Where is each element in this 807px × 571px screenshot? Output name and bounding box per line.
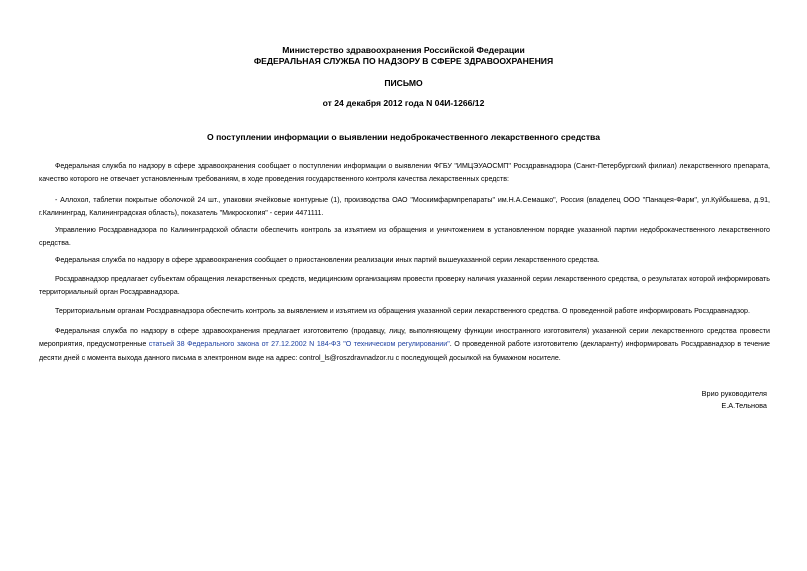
body-paragraph-5: Росздравнадзор предлагает субъектам обращения лекарственных средств, медицинским организациям провести проверку наличия указанной серии лекарственного средства, о результатах которой информировать территориальный орган Росздравнадзора. <box>39 275 770 297</box>
document-subject: О поступлении информации о выявлении недоброкачественного лекарственного средства <box>207 132 600 142</box>
document-date-number: от 24 декабря 2012 года N 04И-1266/12 <box>322 98 485 108</box>
paragraph-7-text-start: Федеральная служба по надзору в сфере здравоохранения предлагает изготовителю (продавцу, лицу, выполняющему функции иностранного изготовителя) указанной серии лекарственного средства провести мероприятия, предусмотренные <box>39 327 770 349</box>
body-paragraph-7 <box>39 325 770 365</box>
body-paragraph-1: Федеральная служба по надзору в сфере здравоохранения сообщает о поступлении информации о выявлении ФГБУ "ИМЦЭУАОСМП" Росздравнадзора (Санкт-Петербургский филиал) лекарственного препарата, качество которого не отвечает установленным требованиям, в ходе проведения государственного контроля качества лекарственных средств: <box>39 162 770 184</box>
body-paragraph-3: Управлению Росздравнадзора по Калининградской области обеспечить контроль за изъятием из обращения и уничтожением в установленном порядке указанной партии недоброкачественного лекарственного средства. <box>39 226 770 248</box>
body-paragraph-4: Федеральная служба по надзору в сфере здравоохранения сообщает о приостановлении реализации иных партий вышеуказанной серии лекарственного средства. <box>55 256 600 264</box>
signature-name: Е.А.Тельнова <box>721 401 767 410</box>
document-type: ПИСЬМО <box>384 78 423 88</box>
body-paragraph-2: - Аллохол, таблетки покрытые оболочкой 24 шт., упаковки ячейковые контурные (1), производства ОАО "Москимфармпрепараты" им.Н.А.Семашко", Россия (владелец ООО "Панацея-Фарм", ул.Куйбышева, д.91, г.Калининград, Калининградская область), показатель "Микроскопия" - серии 4471111. <box>39 196 770 218</box>
federal-law-link[interactable]: статьей 38 Федерального закона от 27.12.2002 N 184-ФЗ "О техническом регулировании" <box>148 340 450 349</box>
service-name: ФЕДЕРАЛЬНАЯ СЛУЖБА ПО НАДЗОРУ В СФЕРЕ ЗДРАВООХРАНЕНИЯ <box>253 56 554 66</box>
paragraph-7-text-end: . О проведенной работе изготовителю (декларанту) информировать Росздравнадзор в течение десяти дней с момента выхода данного письма в электронном виде на адрес: control_ls@roszdravnadzor.ru с последующей досылкой на бумажном носителе. <box>39 340 770 362</box>
ministry-name: Министерство здравоохранения Российской Федерации <box>282 45 525 55</box>
signature-position: Врио руководителя <box>701 389 767 398</box>
body-paragraph-6: Территориальным органам Росздравнадзора обеспечить контроль за выявлением и изъятием из обращения указанной серии лекарственного средства. О проведенной работе информировать Росздравнадзор. <box>55 307 750 315</box>
